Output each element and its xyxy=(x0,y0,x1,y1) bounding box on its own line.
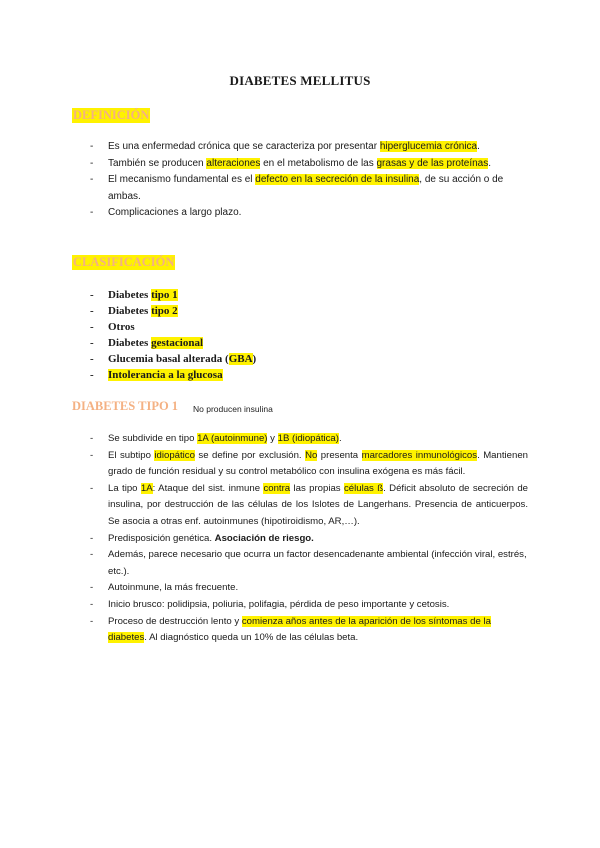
list-item: - Otros xyxy=(90,319,510,335)
list-item: - Diabetes gestacional xyxy=(90,335,510,351)
section-heading-clasificacion: CLASIFICACIÓN xyxy=(73,255,175,269)
list-item: - También se producen alteraciones en el metabolismo de las grasas y de las proteínas. xyxy=(90,156,530,173)
list-item: - Autoinmune, la más frecuente. xyxy=(90,580,528,597)
list-item: - Se subdivide en tipo 1A (autoinmune) y 1B (idiopática). xyxy=(90,431,528,448)
list-item: - Además, parece necesario que ocurra un factor desencadenante ambiental (infección viral, estrés, etc.). xyxy=(90,547,528,580)
list-item: - Diabetes tipo 2 xyxy=(90,303,510,319)
list-item: - Predisposición genética. Asociación de riesgo. xyxy=(90,531,528,548)
clasificacion-list xyxy=(90,287,510,383)
tipo1-list xyxy=(90,431,528,647)
tipo1-note: No producen insulina xyxy=(193,404,273,414)
list-item: - Intolerancia a la glucosa xyxy=(90,367,510,383)
page-title: DIABETES MELLITUS xyxy=(229,73,371,88)
section-heading-tipo1: DIABETES TIPO 1 xyxy=(72,399,179,413)
list-item: - La tipo 1A: Ataque del sist. inmune contra las propias células ß. Déficit absoluto de secreción de insulina, por destrucción de las células de los Islotes de Langerhans. Presencia de anticuerpos. Se asocia a otras enf. autoinmunes (hipotiroidismo, AR,…). xyxy=(90,481,528,531)
list-item: - Glucemia basal alterada (GBA) xyxy=(90,351,510,367)
definicion-list xyxy=(90,139,530,222)
list-item: - Proceso de destrucción lento y comienza años antes de la aparición de los síntomas de la diabetes. Al diagnóstico queda un 10% de las células beta. xyxy=(90,614,528,647)
list-item: - Inicio brusco: polidipsia, poliuria, polifagia, pérdida de peso importante y cetosis. xyxy=(90,597,528,614)
list-item: - Complicaciones a largo plazo. xyxy=(90,205,530,222)
list-item: - Diabetes tipo 1 xyxy=(90,287,510,303)
section-heading-definicion: DEFINICIÓN xyxy=(73,108,150,122)
list-item: - El mecanismo fundamental es el defecto en la secreción de la insulina, de su acción o de ambas. xyxy=(90,172,530,205)
list-item: - El subtipo idiopático se define por exclusión. No presenta marcadores inmunológicos. Mantienen grado de función residual y su control metabólico con insulina exógena es más fácil. xyxy=(90,448,528,481)
list-item: - Es una enfermedad crónica que se caracteriza por presentar hiperglucemia crónica. xyxy=(90,139,530,156)
